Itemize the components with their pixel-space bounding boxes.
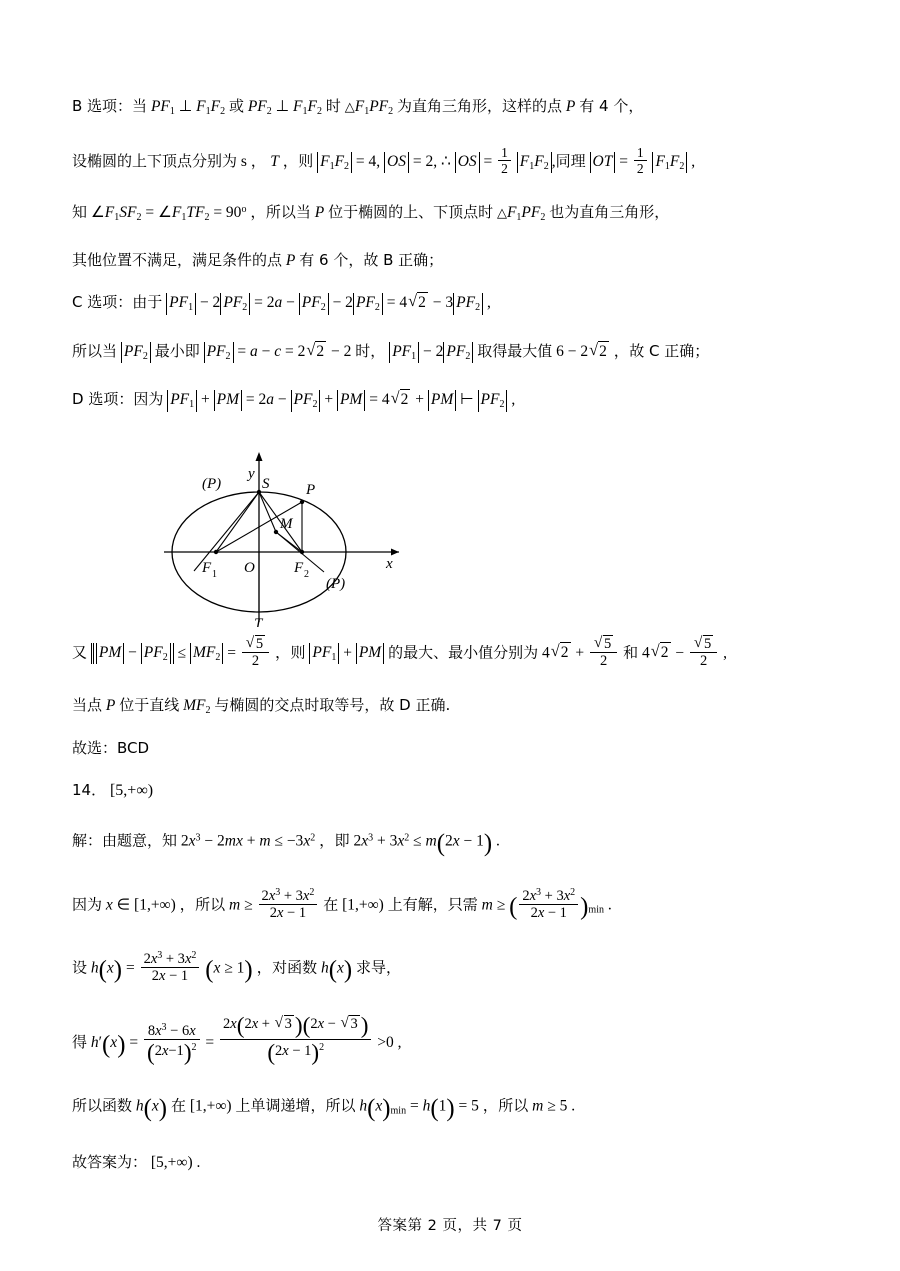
svg-text:F: F [294, 559, 304, 576]
paragraph-c-option-2: 所以当 $PF_2$ 最小即 $PF_2 = a - c = 2$ √ 2 − 2 时， $PF_1 - 2$ $PF_2$ 取得最大值 6 − 2 √ 2 ，故 C 正确； [72, 341, 832, 364]
svg-text:O: O [244, 559, 255, 576]
svg-text:2: 2 [304, 568, 309, 580]
paragraph-b-option-4: 其他位置不满足，满足条件的点 P 有 6 个，故 B 正确； [72, 251, 444, 270]
solution-line-6: 故答案为： [5,+∞) . [72, 1152, 201, 1171]
svg-text:P: P [306, 481, 316, 498]
solution-line-5: 所以函数 h(x) 在 [1,+∞) 上单调递增，所以 $h(x)_{min} = h(1) = 5$ ，所以 m ≥ 5 . [72, 1095, 576, 1123]
footer-mid: 页，共 [442, 1218, 488, 1234]
svg-text:y: y [248, 465, 255, 482]
paragraph-d-option-1: D 选项：因为 $PF_1$ + PM = $2a - PF_2$ + PM = 4 √ 2 + PM ⊢ $PF_2$ , [72, 389, 832, 412]
svg-text:(P): (P) [202, 475, 222, 492]
solution-line-4: 得 h′(x) = $\frac{8x^3 - 6x}{(2x-1)^2}$ = $\frac{2x(2x + √ 3 )(2x - √ 3 )}{(2x - 1)^2}$ >0 , [72, 1013, 832, 1066]
document-body [72, 96, 832, 1200]
footer-suffix: 页 [507, 1218, 523, 1234]
paragraph-b-option-3: 知 $\angle F_1SF_2$ = $\angle F_1TF_2 = 90^o$ ，所以当 P 位于椭圆的上、下顶点时 $\triangle F_1PF_2$ 也为直角三角形， [72, 202, 670, 223]
svg-text:x: x [386, 555, 393, 572]
paragraph-d-option-2: 又 PM − $PF_2 \le MF_2$ = √ $\frac{5}{2}$ ，则 $PF_1$ + PM 的最大、最小值分别为 4 √ 2 + √ $\frac{5}{2}$ 和 4 √ 2 − √ $\frac{5}{2}$ , [72, 635, 832, 669]
question-14-answer: 14． [5,+∞) [72, 780, 154, 799]
svg-text:F: F [202, 559, 212, 576]
paragraph-b-option-2: 设椭圆的上下顶点分别为 s ， T ，则 $F_1F_2 = 4$, OS = 2, ∴ OS = $\frac{1}{2}$ $F_1F_2$ ,同理 OT = $\frac{1}{2}$ $F_1F_2$ , [72, 144, 696, 176]
footer-page-number: 2 [427, 1218, 438, 1234]
paragraph-b-option-1: B 选项：当 $PF_1$ ⊥ $F_1F_2$ 或 $PF_2$ ⊥ $F_1F_2$ 时 $\triangle F_1PF_2$ 为直角三角形，这样的点 P 有 4 个， [72, 97, 644, 117]
svg-text:S: S [262, 475, 270, 492]
solution-line-3: 设 h(x) = $\frac{2x^3 + 3x^2}{2x - 1}$ (x ≥ 1) ，对函数 h(x) 求导， [72, 950, 402, 985]
solution-line-2: 因为 x ∈ [1,+∞) ，所以 m ≥ $\frac{2x^3 + 3x^2}{2x - 1}$ 在 [1,+∞) 上有解，只需 m ≥ ( $\frac{2x^3 + 3x^2}{2x - 1}$ )$_{min}$ . [72, 886, 612, 922]
solution-line-1: 解：由题意，知 $2x^3 - 2mx + m \le -3x^2$ ，即 $2x^3 + 3x^2 \le m(2x - 1)$ . [72, 830, 500, 858]
paragraph-c-option-1: C 选项：由于 $PF_1 - 2$ $PF_2 = 2a - PF_2 - 2$ $PF_2 = 4$ √ 2 − 3 $PF_2$ , [72, 292, 832, 315]
svg-text:M: M [280, 515, 293, 532]
page-footer [0, 1214, 900, 1235]
footer-prefix: 答案第 [377, 1218, 423, 1234]
svg-text:1: 1 [212, 568, 217, 580]
paragraph-d-option-3: 当点 P 位于直线 $MF_2$ 与椭圆的交点时取等号，故 D 正确. [72, 696, 451, 717]
svg-text:(P): (P) [326, 575, 346, 592]
answer-choice: 故选：BCD [72, 738, 150, 757]
footer-total-pages: 7 [492, 1218, 503, 1234]
svg-text:T: T [254, 615, 263, 627]
ellipse-diagram [154, 432, 484, 627]
